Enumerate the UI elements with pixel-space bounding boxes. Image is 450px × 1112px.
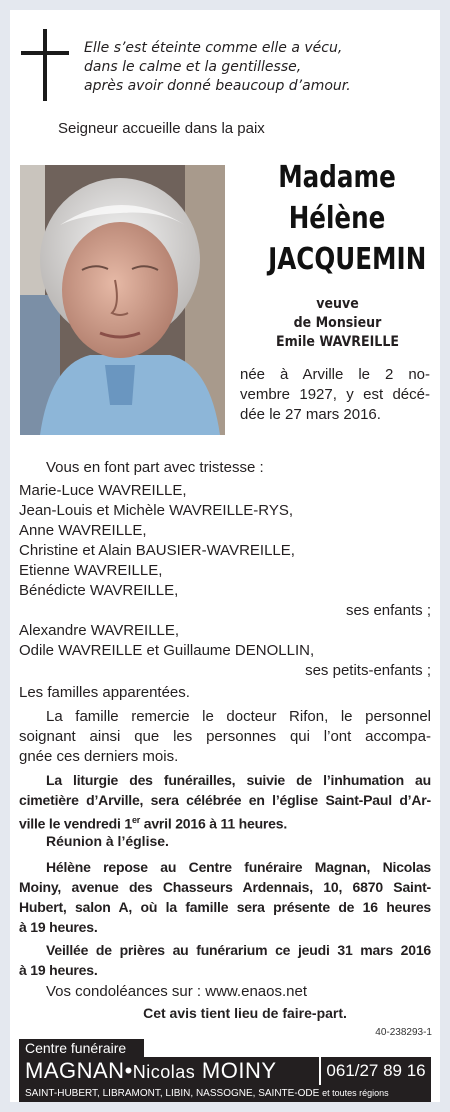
text-line: Veillée de prières au funérarium ce jeudi 31 mars 2016	[46, 942, 431, 958]
obituary-notice	[10, 10, 440, 1102]
footer-brand: MAGNAN•Nicolas MOINY	[25, 1058, 277, 1083]
poem-line: dans le calme et la gentillesse,	[84, 59, 302, 75]
vigil-paragraph	[19, 940, 431, 980]
greeting: Seigneur accueille dans la paix	[58, 120, 265, 137]
grandchildren-label: ses petits-enfants ;	[305, 662, 431, 679]
birth-line: vembre 1927, y est décé-	[240, 386, 430, 403]
footer-cities: SAINT-HUBERT, LIBRAMONT, LIBIN, NASSOGNE, SAINTE-ODE et toutes régions	[19, 1085, 431, 1102]
family-member: Etienne WAVREILLE,	[19, 562, 163, 579]
text-line: La famille remercie le docteur Rifon, le personnel	[46, 708, 431, 725]
children-label: ses enfants ;	[345, 602, 431, 619]
reunion-line: Réunion à l’église.	[46, 833, 169, 849]
text-line: cimetière d’Arville, sera célébrée en l’église Saint-Paul d’Ar-	[19, 792, 431, 808]
family-member: Alexandre WAVREILLE,	[19, 622, 180, 639]
first-name: Hélène	[288, 201, 386, 236]
family-member: Bénédicte WAVREILLE,	[19, 582, 179, 599]
birth-line: dée le 27 mars 2016.	[240, 406, 381, 423]
announcement-intro: Vous en font part avec tristesse :	[46, 459, 264, 476]
families-line: Les familles apparentées.	[19, 684, 190, 701]
spouse-line: veuve	[316, 296, 359, 312]
text-line: ville le vendredi 1er avril 2016 à 11 heures.	[19, 815, 288, 832]
spouse-info	[259, 295, 417, 352]
birth-death-info	[240, 365, 430, 425]
poem-line: après avoir donné beaucoup d’amour.	[84, 78, 351, 94]
liturgy-paragraph	[19, 770, 431, 834]
footer-phone: 061/27 89 16	[319, 1057, 431, 1085]
spouse-line: de Monsieur	[293, 315, 382, 331]
portrait-photo	[20, 165, 225, 435]
spouse-line: Emile WAVREILLE	[276, 334, 399, 350]
family-member: Odile WAVREILLE et Guillaume DENOLLIN,	[19, 642, 315, 659]
thanks-paragraph	[19, 707, 431, 767]
family-member: Marie-Luce WAVREILLE,	[19, 482, 187, 499]
family-member: Christine et Alain BAUSIER-WAVREILLE,	[19, 542, 295, 559]
poem-line: Elle s’est éteinte comme elle a vécu,	[84, 40, 343, 56]
text-line: à 19 heures.	[19, 962, 98, 978]
text-line: La liturgie des funérailles, suivie de l’inhumation au	[46, 772, 431, 788]
condolences-link[interactable]: Vos condoléances sur : www.enaos.net	[46, 983, 307, 1000]
footer-banner	[19, 1057, 431, 1085]
poem	[84, 39, 351, 96]
family-member: Anne WAVREILLE,	[19, 522, 147, 539]
reference-number: 40-238293-1	[375, 1027, 432, 1038]
closing-line: Cet avis tient lieu de faire-part.	[143, 1005, 347, 1021]
title-madame: Madame	[278, 160, 396, 195]
text-line: Hélène repose au Centre funéraire Magnan, Nicolas	[46, 859, 431, 875]
text-line: gnée ces derniers mois.	[19, 748, 179, 765]
text-line: à 19 heures.	[19, 919, 98, 935]
text-line: Hubert, salon A, où la famille sera présente de 16 heures	[19, 899, 431, 915]
birth-line: née à Arville le 2 no-	[240, 366, 430, 383]
family-member: Jean-Louis et Michèle WAVREILLE-RYS,	[19, 502, 294, 519]
repose-paragraph	[19, 857, 431, 937]
footer-label: Centre funéraire	[19, 1039, 144, 1057]
text-line: soignant ainsi que les personnes qui l’ont accompa-	[19, 728, 431, 745]
text-line: Moiny, avenue des Chasseurs Ardennais, 10, 6870 Saint-	[19, 879, 431, 895]
last-name: JACQUEMIN	[268, 242, 427, 277]
